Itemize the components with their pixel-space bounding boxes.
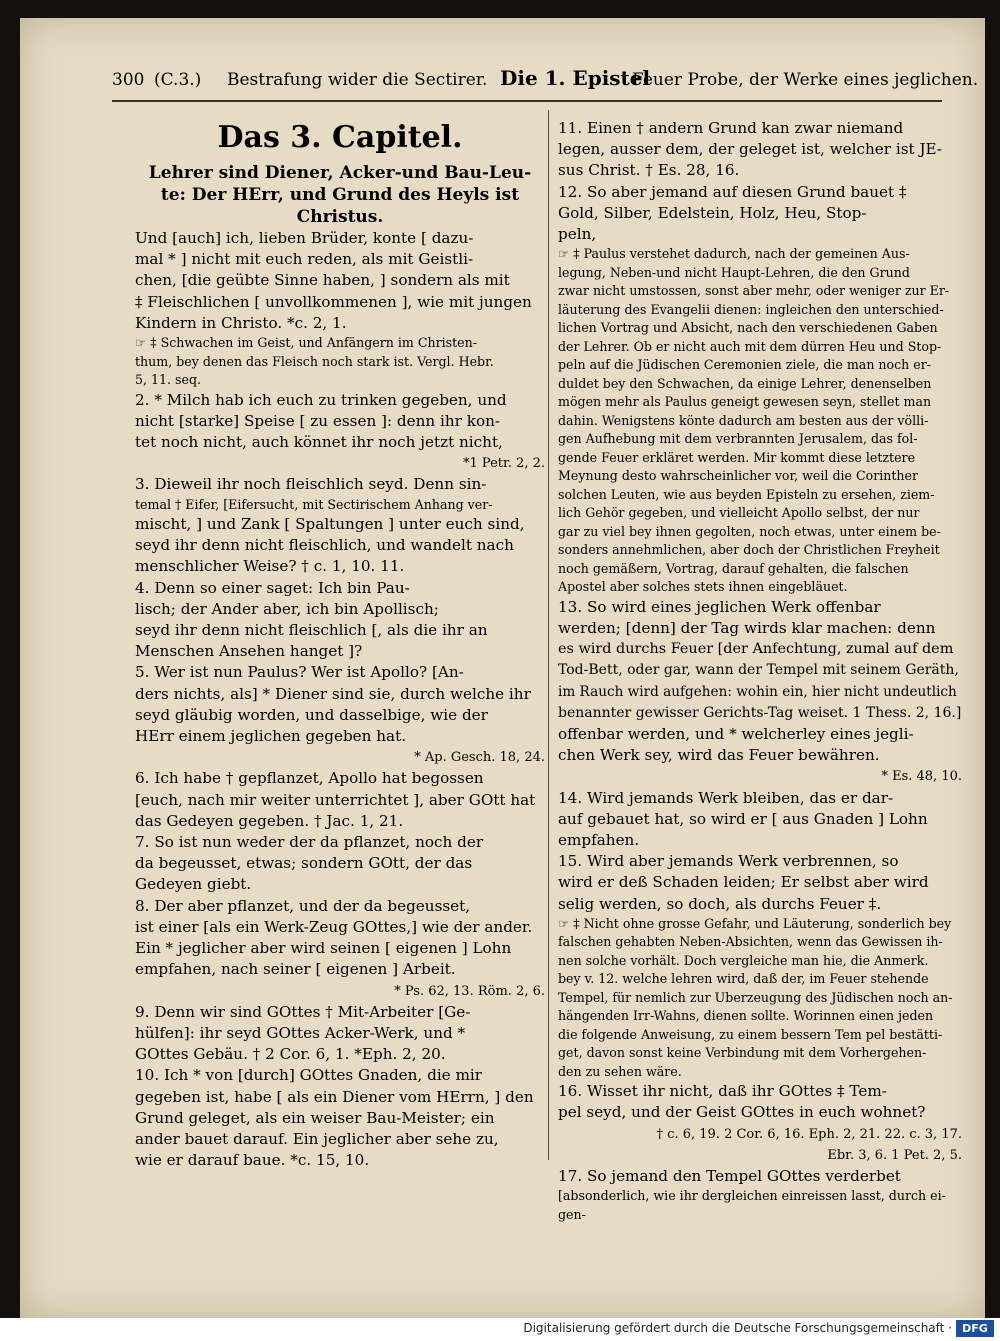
text-line: ☞ ‡ Schwachen im Geist, und Anfängern im Christen- [135, 335, 477, 351]
header-rule [112, 100, 942, 102]
text-line: Tempel, für nemlich zur Uberzeugung des Jüdischen noch an- [558, 989, 953, 1005]
text-line: * Ap. Gesch. 18, 24. [414, 750, 545, 766]
text-line: peln, [558, 225, 597, 244]
text-line: Ein * jeglicher aber wird seinen [ eigenen ] Lohn [135, 939, 512, 958]
text-line: offenbar werden, und * welcherley eines jegli- [558, 724, 914, 743]
text-line: gar zu viel bey ihnen gegolten, noch etwas, unter einem be- [558, 523, 941, 539]
text-line: wird er deß Schaden leiden; Er selbst aber wird [558, 873, 929, 892]
left-running-title: Bestrafung wider die Sectirer. [227, 70, 488, 90]
text-line: auf gebauet hat, so wird er [ aus Gnaden ] Lohn [558, 809, 928, 828]
text-line: hülfen]: ihr seyd GOttes Acker-Werk, und * [135, 1023, 466, 1042]
text-line: ist einer [als ein Werk-Zeug GOttes,] wie der ander. [135, 917, 533, 936]
text-line: 15. Wird aber jemands Werk verbrennen, so [558, 852, 899, 871]
text-line: Apostel aber solches stets ihnen eingebläuet. [558, 579, 848, 595]
footer-credit: Digitalisierung gefördert durch die Deutsche Forschungsgemeinschaft · [523, 1321, 952, 1335]
text-line: Meynung desto wahrscheinlicher vor, weil die Corinther [558, 468, 919, 484]
text-line: 4. Denn so einer saget: Ich bin Pau- [135, 578, 410, 597]
text-line: gende Feuer erkläret werden. Mir kommt diese letztere [558, 449, 916, 465]
text-line: chen, [die geübte Sinne haben, ] sondern als mit [135, 271, 510, 290]
right-column [558, 118, 962, 1224]
text-line: noch gemäßern, Vortrag, darauf gehalten, die falschen [558, 560, 909, 576]
chapter-summary-line: te: Der HErr, und Grund des Heyls ist [160, 185, 520, 205]
text-line: dahin. Wenigstens könte dadurch am besten aus der völli- [558, 412, 929, 428]
text-line: 5. Wer ist nun Paulus? Wer ist Apollo? [An- [135, 663, 464, 682]
text-line: seyd gläubig worden, und dasselbige, wie der [135, 705, 488, 724]
text-line: selig werden, so doch, als durchs Feuer ‡. [558, 894, 882, 913]
text-line: ☞ ‡ Nicht ohne grosse Gefahr, und Läuterung, sonderlich bey [558, 915, 952, 931]
text-line: im Rauch wird aufgehen: wohin ein, hier nicht undeutlich [558, 683, 957, 700]
text-line: 13. So wird eines jeglichen Werk offenbar [558, 597, 881, 616]
text-line: get, davon sonst keine Verbindung mit dem Vorhergehen- [558, 1045, 927, 1061]
text-line: legen, ausser dem, der geleget ist, welcher ist JE- [558, 140, 943, 159]
center-running-title: Die 1. Epistel [500, 66, 651, 90]
left-column [135, 118, 545, 1171]
text-line: wie er darauf baue. *c. 15, 10. [135, 1151, 370, 1170]
text-line: GOttes Gebäu. † 2 Cor. 6, 1. *Eph. 2, 20. [135, 1045, 446, 1064]
text-line: lisch; der Ander aber, ich bin Apollisch; [135, 599, 439, 618]
text-line: 17. So jemand den Tempel GOttes verderbet [558, 1167, 901, 1186]
text-line: den zu sehen wäre. [558, 1063, 682, 1079]
chapter-title: Das 3. Capitel. [217, 120, 463, 155]
text-line: falschen gehabten Neben-Absichten, wenn das Gewissen ih- [558, 934, 943, 950]
text-line: empfahen, nach seiner [ eigenen ] Arbeit. [135, 960, 456, 979]
text-line: es wird durchs Feuer [der Anfechtung, zumal auf dem [558, 641, 954, 658]
right-running-title: Feuer Probe, der Werke eines jeglichen. [632, 70, 979, 90]
text-line: mögen mehr als Paulus geneigt gewesen seyn, stellet man [558, 394, 932, 410]
text-line: † c. 6, 19. 2 Cor. 6, 16. Eph. 2, 21. 22. c. 3, 17. [656, 1126, 962, 1142]
text-line: 16. Wisset ihr nicht, daß ihr GOttes ‡ Tem- [558, 1082, 887, 1101]
text-line: ander bauet darauf. Ein jeglicher aber sehe zu, [135, 1129, 499, 1148]
dfg-logo: DFG [956, 1320, 994, 1337]
text-line: 6. Ich habe † gepflanzet, Apollo hat begossen [135, 769, 484, 788]
digitization-footer [0, 1318, 1000, 1341]
chapter-summary-line: Lehrer sind Diener, Acker-und Bau-Leu- [148, 163, 532, 183]
text-line: Tod-Bett, oder gar, wann der Tempel mit seinem Geräth, [558, 662, 959, 679]
text-line: menschlicher Weise? † c. 1, 10. 11. [135, 557, 405, 576]
text-line: empfahen. [558, 830, 640, 849]
text-line: tet noch nicht, auch könnet ihr noch jetzt nicht, [135, 432, 503, 451]
text-line: sus Christ. † Es. 28, 16. [558, 161, 740, 180]
text-line: HErr einem jeglichen gegeben hat. [135, 727, 407, 746]
text-line: Gold, Silber, Edelstein, Holz, Heu, Stop- [558, 203, 867, 222]
running-header [112, 62, 979, 96]
text-line: ☞ ‡ Paulus verstehet dadurch, nach der gemeinen Aus- [558, 246, 910, 262]
text-line: da begeusset, etwas; sondern GOtt, der das [135, 854, 473, 873]
text-line: 12. So aber jemand auf diesen Grund bauet ‡ [558, 182, 907, 201]
text-line: lichen Vortrag und Absicht, nach den verschiedenen Gaben [558, 320, 938, 336]
text-line: pel seyd, und der Geist GOttes in euch wohnet? [558, 1103, 926, 1122]
text-line: das Gedeyen gegeben. † Jac. 1, 21. [135, 811, 404, 830]
text-line: ders nichts, als] * Diener sind sie, durch welche ihr [135, 684, 531, 703]
text-line: läuterung des Evangelii dienen: ingleichen den unterschied- [558, 301, 944, 317]
right-text-lines [558, 118, 962, 1224]
text-line: * Ps. 62, 13. Röm. 2, 6. [394, 983, 545, 999]
left-text-lines [135, 228, 545, 1171]
text-line: seyd ihr denn nicht fleischlich [, als die ihr an [135, 621, 488, 640]
text-line: [absonderlich, wie ihr dergleichen einreissen lasst, durch ei- [558, 1188, 946, 1204]
chapter-summary-line: Christus. [296, 207, 384, 227]
text-line: 3. Dieweil ihr noch fleischlich seyd. Denn sin- [135, 475, 487, 494]
column-divider [548, 110, 549, 1160]
text-line: [euch, nach mir weiter unterrichtet ], aber GOtt hat [135, 790, 536, 809]
text-line: 14. Wird jemands Werk bleiben, das er dar- [558, 788, 894, 807]
text-line: * Es. 48, 10. [881, 769, 962, 785]
text-line: nicht [starke] Speise [ zu essen ]: denn ihr kon- [135, 411, 501, 430]
text-line: nen solche vorhält. Doch vergleiche man hie, die Anmerk. [558, 952, 929, 968]
text-line: 7. So ist nun weder der da pflanzet, noch der [135, 833, 484, 852]
text-line: seyd ihr denn nicht fleischlich, und wandelt nach [135, 536, 514, 555]
text-line: legung, Neben-und nicht Haupt-Lehren, die den Grund [558, 264, 910, 280]
text-line: ‡ Fleischlichen [ unvollkommenen ], wie mit jungen [135, 292, 532, 311]
text-line: Menschen Ansehen hanget ]? [135, 642, 363, 661]
text-line: gen Aufhebung mit dem verbrannten Jerusalem, das fol- [558, 431, 918, 447]
text-line: 2. * Milch hab ich euch zu trinken gegeben, und [135, 390, 507, 409]
text-line: chen Werk sey, wird das Feuer bewähren. [558, 746, 880, 765]
text-line: temal † Eifer, [Eifersucht, mit Sectirischem Anhang ver- [135, 496, 493, 512]
page-number: 300 [112, 70, 145, 90]
text-line: Ebr. 3, 6. 1 Pet. 2, 5. [827, 1147, 962, 1163]
text-line: 9. Denn wir sind GOttes † Mit-Arbeiter [Ge- [135, 1002, 471, 1021]
text-line: duldet bey den Schwachen, da einige Lehrer, denenselben [558, 375, 932, 391]
text-line: 5, 11. seq. [135, 372, 202, 388]
text-line: bey v. 12. welche lehren wird, daß der, im Feuer stehende [558, 971, 929, 987]
text-line: der Lehrer. Ob er nicht auch mit dem dürren Heu und Stop- [558, 338, 942, 354]
text-line: zwar nicht umstossen, sonst aber mehr, oder weniger zur Er- [558, 283, 950, 299]
text-line: hängenden Irr-Wahns, dienen sollte. Worinnen einen jeden [558, 1008, 934, 1024]
text-line: gegeben ist, habe [ als ein Diener vom HErrn, ] den [135, 1087, 534, 1106]
text-line: sonders annehmlichen, aber doch der Christlichen Freyheit [558, 542, 940, 558]
text-line: lich Gehör gegeben, und vielleicht Apollo selbst, der nur [558, 505, 920, 521]
text-line: peln auf die Jüdischen Ceremonien ziele, die man noch er- [558, 357, 932, 373]
text-line: Gedeyen giebt. [135, 875, 252, 894]
text-line: 11. Einen † andern Grund kan zwar niemand [558, 119, 904, 137]
text-line: benannter gewisser Gerichts-Tag weiset. 1 Thess. 2, 16.] [558, 704, 962, 721]
text-line: werden; [denn] der Tag wirds klar machen: denn [558, 618, 936, 637]
text-line: die folgende Anweisung, zu einem bessern Tem pel bestätti- [558, 1026, 943, 1042]
text-line: Kindern in Christo. *c. 2, 1. [135, 313, 347, 332]
chapter-reference: (C.3.) [154, 70, 202, 90]
text-line: gen- [558, 1206, 586, 1222]
text-line: 8. Der aber pflanzet, und der da begeusset, [135, 896, 471, 915]
text-line: mal * ] nicht mit euch reden, als mit Geistli- [135, 250, 474, 269]
text-line: solchen Leuten, wie aus beyden Episteln zu ersehen, ziem- [558, 486, 935, 502]
text-line: *1 Petr. 2, 2. [463, 456, 545, 472]
text-line: thum, bey denen das Fleisch noch stark ist. Vergl. Hebr. [135, 353, 494, 369]
text-line: Grund geleget, als ein weiser Bau-Meister; ein [135, 1108, 495, 1127]
text-line: mischt, ] und Zank [ Spaltungen ] unter euch sind, [135, 515, 525, 534]
text-line: 10. Ich * von [durch] GOttes Gnaden, die mir [135, 1066, 483, 1085]
text-line: Und [auch] ich, lieben Brüder, konte [ dazu- [135, 229, 474, 247]
